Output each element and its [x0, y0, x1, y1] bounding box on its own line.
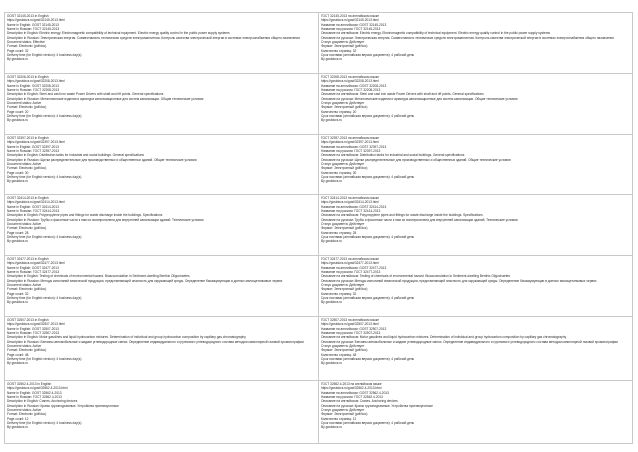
record-cell-russian [319, 195, 633, 256]
page-count: Page count: 12 [7, 416, 29, 421]
document-status: Статус документа: Действует [321, 408, 365, 413]
description-russian: Description in Russian: Бензины автомобильные и жидкие углеводородные смеси. Определение индивидуального и группового углеводородного состава методом капиллярной газовой хроматографии [7, 339, 304, 344]
source-credit: By gostdocs.ru [321, 57, 343, 62]
description-english: Описание на английском: Distribution tanks for industrial and social buildings. General specifications [321, 153, 465, 158]
doc-title: GOST 32562.4-2013 in English [7, 382, 52, 386]
document-status: Статус документа: Действует [321, 344, 365, 349]
name-russian: Название на русском: ГОСТ 32414-2013 [321, 209, 381, 214]
doc-title: GOST 32397-2013 in English [7, 136, 49, 140]
document-format: Формат: Электронный (pdf/doc) [321, 412, 368, 417]
delivery-time: Срок поставки (английская версия документа): 4 рабочий день [321, 357, 415, 362]
description-russian: Описание на русском: Бензины автомобильные и жидкие углеводородные смеси. Определение индивидуального и группового углеводородного состава методом капиллярной газовой хроматографии [321, 339, 618, 344]
page-count: Page count: 30 [7, 170, 29, 175]
doc-title: ГОСТ 32507-2013 на английском языке [321, 318, 379, 322]
document-format: Format: Electronic (pdf/doc) [7, 412, 47, 417]
record-cell-russian [319, 317, 633, 381]
delivery-time: Срок поставки (английская версия документа): 4 рабочий день [321, 53, 415, 58]
record-cell-english [5, 381, 319, 444]
name-english: Название на английском: GOST 32562.4-2013 [321, 390, 389, 395]
page-count: Количество страниц: 12 [321, 416, 357, 421]
doc-title: ГОСТ 32208-2013 на английском языке [321, 75, 379, 79]
doc-link[interactable]: https://gostdocs.ru/gost/32414-2013.html [321, 200, 379, 205]
gost-records-table [4, 12, 633, 444]
delivery-time: Delivery time (for English version): 4 business day(s) [7, 235, 82, 240]
description-russian: Description in Russian: Электрическая энергия. Совместимость технических средств электромагнитная. Контроль качества электрической энергии в системах электроснабжения общего назначения [7, 35, 300, 40]
page-count: Page count: 32 [7, 48, 29, 53]
name-russian: Name in Russian: ГОСТ 32208-2013 [7, 88, 60, 93]
document-format: Format: Electronic (pdf/doc) [7, 287, 47, 292]
source-credit: By gostdocs.ru [7, 57, 29, 62]
doc-title: ГОСТ 32477-2013 на английском языке [321, 257, 379, 261]
document-format: Format: Electronic (pdf/doc) [7, 348, 47, 353]
doc-link[interactable]: https://gostdocs.ru/gost/32562.4-2013.html [7, 386, 68, 391]
document-format: Формат: Электронный (pdf/doc) [321, 44, 368, 49]
doc-title: GOST 32507-2013 in English [7, 318, 49, 322]
name-english: Name in English: GOST 32414-2013 [7, 204, 59, 209]
doc-title: GOST 32477-2013 in English [7, 257, 49, 261]
document-status: Статус документа: Действует [321, 162, 365, 167]
description-russian: Description in Russian: Методы испытаний химической продукции, представляющей опасность для окружающей среды. Определение биоаккумуляции в донных малощетинковых червях [7, 278, 283, 283]
name-english: Название на английском: GOST 32507-2013 [321, 326, 387, 331]
description-russian: Описание на русском: Трубы и фасонные части к ним из полипропилена для внутренней канализации зданий. Технические условия [321, 217, 518, 222]
page-count: Количество страниц: 48 [321, 352, 357, 357]
name-russian: Название на русском: ГОСТ 32145-2013 [321, 27, 381, 32]
name-english: Название на английском: GOST 32477-2013 [321, 265, 387, 270]
description-russian: Описание на русском: Электрическая энергия. Совместимость технических средств электромагнитная. Контроль качества электрической энергии в системах электроснабжения общего назначения [321, 35, 614, 40]
record-cell-russian [319, 381, 633, 444]
description-english: Description in English: Motor gasolines and liquid hydrocarbon mixtures. Determination of individual and group hydrocarbon composition by capillary gas chromatography [7, 335, 246, 340]
name-english: Name in English: GOST 32562.4-2013 [7, 390, 62, 395]
document-format: Формат: Электронный (pdf/doc) [321, 166, 368, 171]
record-cell-english [5, 74, 319, 135]
doc-title: ГОСТ 32145-2013 на английском языке [321, 14, 379, 18]
page-count: Page count: 28 [7, 230, 29, 235]
description-english: Описание на английском: Electric energy. Electromagnetic compatibility of technical equipment. Electric energy quality control in the public power supply systems [321, 31, 550, 36]
delivery-time: Срок поставки (английская версия документа): 4 рабочий день [321, 421, 415, 426]
record-cell-english [5, 256, 319, 317]
doc-title: GOST 32414-2013 in English [7, 196, 49, 200]
source-credit: By gostdocs.ru [7, 118, 29, 123]
description-english: Описание на английском: Steel and cast iron waste Power Drivers with shaft and riff points. General specifications [321, 92, 484, 97]
page-count: Количество страниц: 28 [321, 230, 357, 235]
source-credit: By gostdocs.ru [321, 300, 343, 305]
document-status: Статус документа: Действует [321, 101, 365, 106]
doc-link[interactable]: https://gostdocs.ru/gost/32477-2013.html [321, 261, 379, 266]
delivery-time: Срок поставки (английская версия документа): 4 рабочий день [321, 235, 415, 240]
source-credit: By gostdocs.ru [7, 361, 29, 366]
table-row [5, 135, 633, 195]
document-status: Document status: Active [7, 222, 42, 227]
source-credit: By gostdocs.ru [321, 118, 343, 123]
description-russian: Описание на русском: Металлические изделия и арматура канализационные для систем канализации. Общие технические условия [321, 96, 518, 101]
doc-link[interactable]: https://gostdocs.ru/gost/32208-2013.html [7, 79, 65, 84]
delivery-time: Срок поставки (английская версия документа): 4 рабочий день [321, 175, 415, 180]
name-russian: Name in Russian: ГОСТ 32145-2013 [7, 27, 60, 32]
page-count: Количество страниц: 30 [321, 170, 357, 175]
document-status: Document status: Active [7, 162, 42, 167]
source-credit: By gostdocs.ru [321, 239, 343, 244]
document-status: Document status: Effective [7, 40, 45, 45]
description-russian: Description in Russian: Краны грузоподъемные. Устройства противоугонные [7, 403, 119, 408]
doc-link[interactable]: https://gostdocs.ru/gost/32397-2013.html [7, 140, 65, 145]
name-english: Название на английском: GOST 32208-2013 [321, 83, 387, 88]
name-russian: Name in Russian: ГОСТ 32477-2013 [7, 270, 60, 275]
description-english: Описание на английском: Motor gasolines and liquid hydrocarbon mixtures. Determination of individual and group hydrocarbon composition by capillary gas chromatography [321, 335, 567, 340]
doc-link[interactable]: https://gostdocs.ru/gost/32507-2013.html [7, 322, 65, 327]
name-english: Название на английском: GOST 32414-2013 [321, 204, 387, 209]
document-format: Format: Electronic (pdf/doc) [7, 226, 47, 231]
name-english: Название на английском: GOST 32397-2013 [321, 144, 387, 149]
document-status: Статус документа: Действует [321, 40, 365, 45]
document-status: Document status: Active [7, 283, 42, 288]
table-row [5, 195, 633, 256]
table-row [5, 13, 633, 74]
doc-link[interactable]: https://gostdocs.ru/gost/32507-2013.html [321, 322, 379, 327]
record-cell-english [5, 317, 319, 381]
name-english: Name in English: GOST 32507-2013 [7, 326, 59, 331]
source-credit: By gostdocs.ru [7, 179, 29, 184]
table-row [5, 317, 633, 381]
record-cell-english [5, 13, 319, 74]
description-russian: Description in Russian: Металлические изделия и арматура канализационные для систем канализации. Общие технические условия [7, 96, 204, 101]
doc-title: ГОСТ 32414-2013 на английском языке [321, 196, 379, 200]
document-format: Формат: Электронный (pdf/doc) [321, 348, 368, 353]
document-format: Format: Electronic (pdf/doc) [7, 105, 47, 110]
name-russian: Название на русском: ГОСТ 32397-2013 [321, 149, 381, 154]
description-russian: Description in Russian: Трубы и фасонные части к ним из полипропилена для внутренней канализации зданий. Технические условия [7, 217, 204, 222]
table-row [5, 74, 633, 135]
record-cell-english [5, 195, 319, 256]
description-russian: Описание на русском: Краны грузоподъемные. Устройства противоугонные [321, 403, 433, 408]
description-english: Description in English: Testing of chemicals of environmental hazard. Bioaccumulation in Sediment-dwelling Benthic Oligochaetes [7, 274, 190, 279]
delivery-time: Delivery time (for English version): 4 business day(s) [7, 421, 82, 426]
document-status: Статус документа: Действует [321, 222, 365, 227]
name-english: Name in English: GOST 32397-2013 [7, 144, 59, 149]
page-count: Page count: 32 [7, 291, 29, 296]
doc-link[interactable]: https://gostdocs.ru/gost/32477-2013.html [7, 261, 65, 266]
source-credit: By gostdocs.ru [7, 300, 29, 305]
document-format: Формат: Электронный (pdf/doc) [321, 226, 368, 231]
page-count: Page count: 20 [7, 109, 29, 114]
doc-link[interactable]: https://gostdocs.ru/gost/32562.4-2013.html [321, 386, 382, 391]
name-english: Name in English: GOST 32208-2013 [7, 83, 59, 88]
page-count: Количество страниц: 32 [321, 291, 357, 296]
delivery-time: Срок поставки (английская версия документа): 4 рабочий день [321, 114, 415, 119]
name-english: Название на английском: GOST 32145-2013 [321, 22, 387, 27]
record-cell-russian [319, 256, 633, 317]
description-english: Описание на английском: Cranes. Anchoring devices [321, 399, 398, 404]
document-status: Document status: Active [7, 408, 42, 413]
delivery-time: Delivery time (for English version): 4 business day(s) [7, 357, 82, 362]
record-cell-english [5, 135, 319, 195]
record-cell-russian [319, 74, 633, 135]
document-status: Статус документа: Действует [321, 283, 365, 288]
description-russian: Description in Russian: Щитки распределительные для производственных и общественных зданий. Общие технические условия [7, 157, 197, 162]
name-russian: Name in Russian: ГОСТ 32562.4-2013 [7, 395, 62, 400]
description-russian: Описание на русском: Методы испытаний химической продукции, представляющей опасность для окружающей среды. Определение биоаккумуляции в донных малощетинковых червях [321, 278, 597, 283]
document-format: Формат: Электронный (pdf/doc) [321, 287, 368, 292]
delivery-time: Срок поставки (английская версия документа): 4 рабочий день [321, 296, 415, 301]
name-russian: Name in Russian: ГОСТ 32397-2013 [7, 149, 60, 154]
page-count: Количество страниц: 32 [321, 48, 357, 53]
record-cell-russian [319, 135, 633, 195]
description-english: Description in English: Steel and cast iron waste Power Drivers with shaft and riff points. General specifications [7, 92, 164, 97]
delivery-time: Delivery time (for English version): 4 business day(s) [7, 53, 82, 58]
name-russian: Название на русском: ГОСТ 32477-2013 [321, 270, 381, 275]
document-page [4, 12, 632, 443]
doc-link[interactable]: https://gostdocs.ru/gost/32208-2013.html [321, 79, 379, 84]
record-cell-russian [319, 13, 633, 74]
description-english: Описание на английском: Testing of chemicals of environmental hazard. Bioaccumulation in Sediment-dwelling Benthic Oligochaetes [321, 274, 511, 279]
source-credit: By gostdocs.ru [321, 361, 343, 366]
description-english: Description in English: Distribution tanks for industrial and social buildings. General specifications [7, 153, 144, 158]
source-credit: By gostdocs.ru [321, 179, 343, 184]
document-format: Format: Electronic (pdf/doc) [7, 44, 47, 49]
doc-link[interactable]: https://gostdocs.ru/gost/32414-2013.html [7, 200, 65, 205]
doc-title: GOST 32208-2013 in English [7, 75, 49, 79]
description-english: Description in English: Polypropylene pipes and fittings for waste discharge inside the buildings. Specifications [7, 213, 163, 218]
source-credit: By gostdocs.ru [7, 425, 29, 430]
name-russian: Название на русском: ГОСТ 32562.4-2013 [321, 395, 383, 400]
document-status: Document status: Active [7, 101, 42, 106]
source-credit: By gostdocs.ru [321, 425, 343, 430]
page-count: Page count: 48 [7, 352, 29, 357]
doc-link[interactable]: https://gostdocs.ru/gost/32397-2013.html [321, 140, 379, 145]
name-english: Name in English: GOST 32145-2013 [7, 22, 59, 27]
name-english: Name in English: GOST 32477-2013 [7, 265, 59, 270]
name-russian: Название на русском: ГОСТ 32507-2013 [321, 331, 381, 336]
name-russian: Название на русском: ГОСТ 32208-2013 [321, 88, 381, 93]
records-body [5, 13, 633, 444]
name-russian: Name in Russian: ГОСТ 32414-2013 [7, 209, 60, 214]
doc-title: GOST 32145-2013 in English [7, 14, 49, 18]
delivery-time: Delivery time (for English version): 4 business day(s) [7, 296, 82, 301]
delivery-time: Delivery time (for English version): 4 business day(s) [7, 114, 82, 119]
table-row [5, 381, 633, 444]
page-count: Количество страниц: 20 [321, 109, 357, 114]
table-row [5, 256, 633, 317]
description-english: Description in English: Electric energy. Electromagnetic compatibility of technical equipment. Electric energy quality control in the public power supply systems [7, 31, 230, 36]
doc-link[interactable]: https://gostdocs.ru/gost/32145-2013.html [7, 18, 65, 23]
document-format: Format: Electronic (pdf/doc) [7, 166, 47, 171]
description-english: Description in English: Cranes. Anchoring devices [7, 399, 78, 404]
name-russian: Name in Russian: ГОСТ 32507-2013 [7, 331, 60, 336]
doc-link[interactable]: https://gostdocs.ru/gost/32145-2013.html [321, 18, 379, 23]
document-status: Document status: Active [7, 344, 42, 349]
doc-title: ГОСТ 32562.4-2013 на английском языке [321, 382, 382, 386]
document-format: Формат: Электронный (pdf/doc) [321, 105, 368, 110]
source-credit: By gostdocs.ru [7, 239, 29, 244]
doc-title: ГОСТ 32397-2013 на английском языке [321, 136, 379, 140]
delivery-time: Delivery time (for English version): 4 business day(s) [7, 175, 82, 180]
description-english: Описание на английском: Polypropylene pipes and fittings for waste discharge inside the buildings. Specifications [321, 213, 483, 218]
description-russian: Описание на русском: Щитки распределительные для производственных и общественных зданий. Общие технические условия [321, 157, 511, 162]
